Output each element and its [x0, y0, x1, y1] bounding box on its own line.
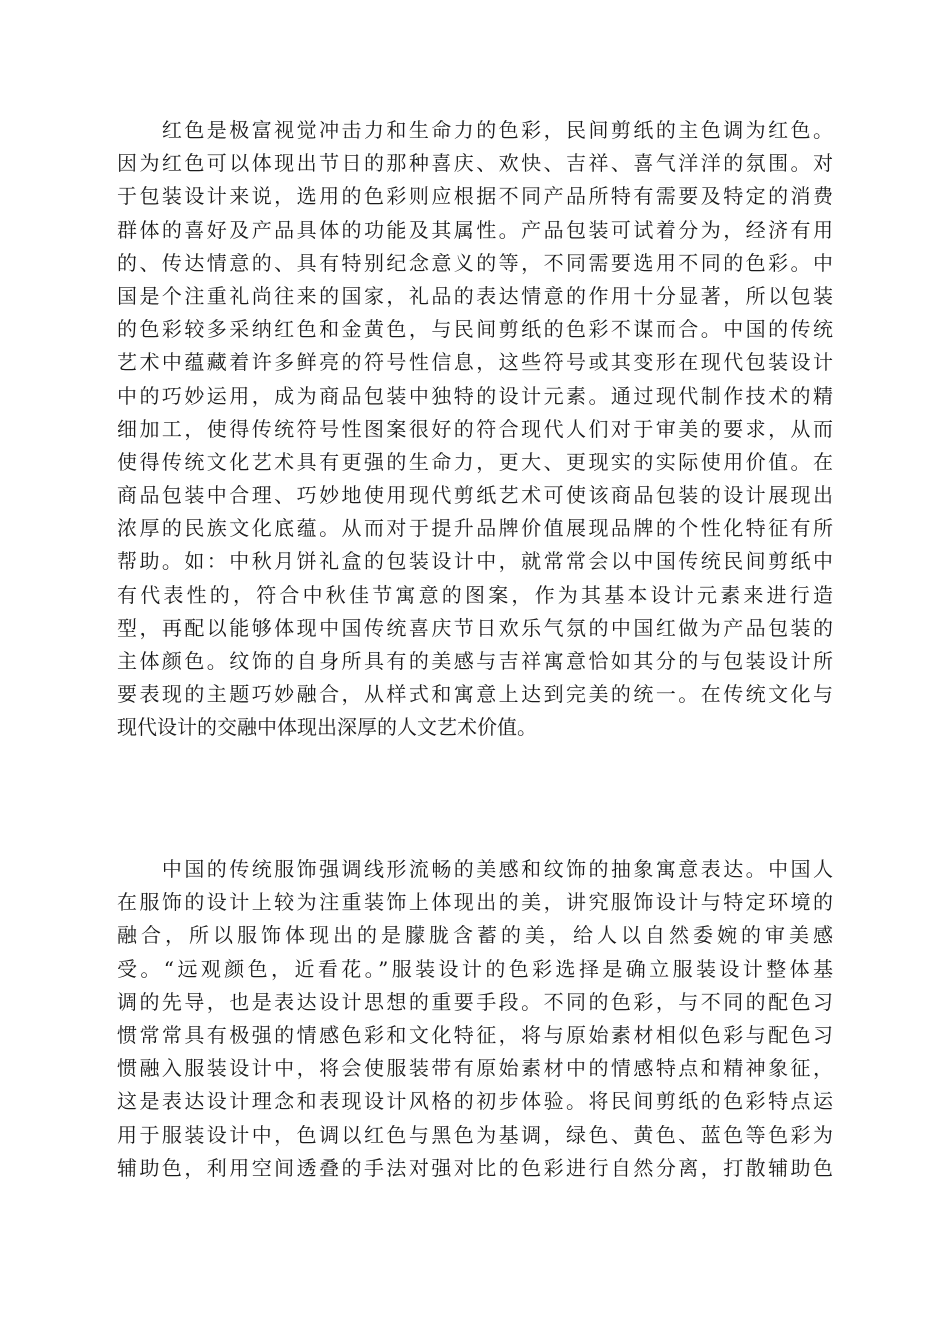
- text-line: 有代表性的，符合中秋佳节寓意的图案，作为其基本设计元素来进行造: [117, 582, 833, 607]
- text-line: 现代设计的交融中体现出深厚的人文艺术价值。: [117, 715, 537, 740]
- text-line: 用于服装设计中，色调以红色与黑色为基调，绿色、黄色、蓝色等色彩为: [117, 1122, 833, 1147]
- text-line: 中的巧妙运用，成为商品包装中独特的设计元素。通过现代制作技术的精: [117, 383, 833, 408]
- text-line: 主体颜色。纹饰的自身所具有的美感与吉祥寓意恰如其分的与包装设计所: [117, 649, 833, 673]
- text-line: 融合，所以服饰体现出的是朦胧含蓄的美，给人以自然委婉的审美感: [117, 923, 833, 948]
- text-line: 因为红色可以体现出节日的那种喜庆、欢快、吉祥、喜气洋洋的氛围。对: [117, 151, 833, 176]
- text-line: 浓厚的民族文化底蕴。从而对于提升品牌价值展现品牌的个性化特征有所: [117, 516, 833, 541]
- text-line: 使得传统文化艺术具有更强的生命力，更大、更现实的实际使用价值。在: [117, 449, 833, 474]
- text-line: 要表现的主题巧妙融合，从样式和寓意上达到完美的统一。在传统文化与: [117, 682, 833, 707]
- text-line: 惯常常具有极强的情感色彩和文化特征，将与原始素材相似色彩与配色习: [117, 1022, 833, 1047]
- paragraph-red-color-packaging: [117, 114, 833, 745]
- text-line: 细加工，使得传统符号性图案很好的符合现代人们对于审美的要求，从而: [117, 416, 833, 441]
- text-line: 的、传达情意的、具有特别纪念意义的等，不同需要选用不同的色彩。中: [117, 250, 833, 275]
- text-line: 商品包装中合理、巧妙地使用现代剪纸艺术可使该商品包装的设计展现出: [117, 483, 833, 508]
- text-line: 型，再配以能够体现中国传统喜庆节日欢乐气氛的中国红做为产品包装的: [117, 615, 833, 640]
- text-line: 帮助。如：中秋月饼礼盒的包装设计中，就常常会以中国传统民间剪纸中: [117, 549, 833, 574]
- text-line: 的色彩较多采纳红色和金黄色，与民间剪纸的色彩不谋而合。中国的传统: [117, 317, 833, 342]
- text-line: 辅助色，利用空间透叠的手法对强对比的色彩进行自然分离，打散辅助色: [117, 1155, 833, 1180]
- text-line: 于包装设计来说，选用的色彩则应根据不同产品所特有需要及特定的消费: [117, 184, 833, 209]
- text-line: 受。“远观颜色，近看花。”服装设计的色彩选择是确立服装设计整体基: [117, 956, 833, 981]
- text-line: 国是个注重礼尚往来的国家，礼品的表达情意的作用十分显著，所以包装: [117, 283, 833, 308]
- text-line: 惯融入服装设计中，将会使服装带有原始素材中的情感特点和精神象征，: [117, 1056, 833, 1081]
- text-line: 调的先导，也是表达设计思想的重要手段。不同的色彩，与不同的配色习: [117, 989, 833, 1014]
- text-line: 群体的喜好及产品具体的功能及其属性。产品包装可试着分为，经济有用: [117, 217, 833, 242]
- paragraph-traditional-costume: [117, 853, 833, 1185]
- text-line: 红色是极富视觉冲击力和生命力的色彩，民间剪纸的主色调为红色。: [117, 118, 833, 142]
- text-line: 中国的传统服饰强调线形流畅的美感和纹饰的抽象寓意表达。中国人: [117, 857, 833, 881]
- text-line: 在服饰的设计上较为注重装饰上体现出的美，讲究服饰设计与特定环境的: [117, 890, 833, 915]
- text-line: 艺术中蕴藏着许多鲜亮的符号性信息，这些符号或其变形在现代包装设计: [117, 350, 833, 375]
- text-line: 这是表达设计理念和表现设计风格的初步体验。将民间剪纸的色彩特点运: [117, 1089, 833, 1114]
